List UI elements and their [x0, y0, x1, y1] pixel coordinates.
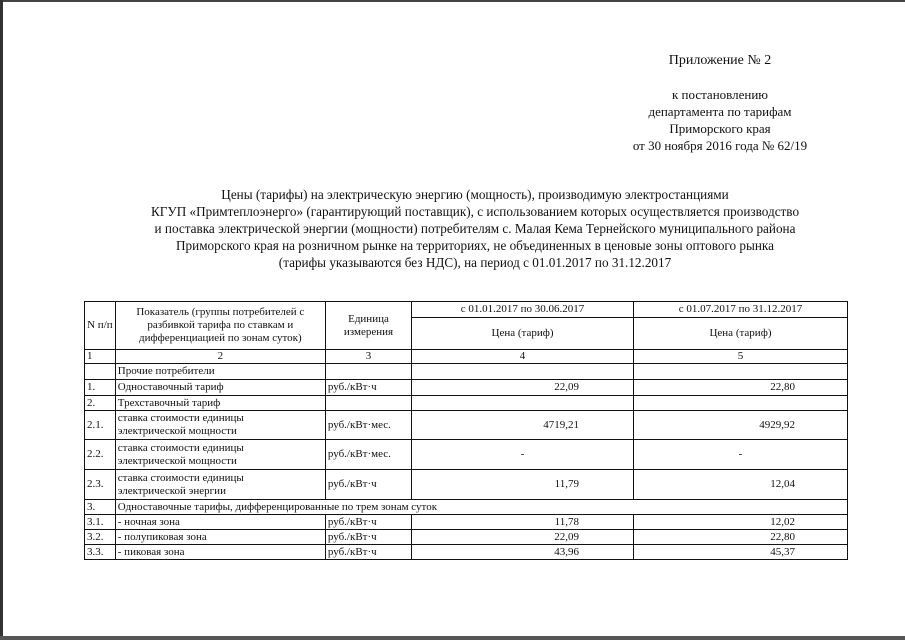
row-num: 2.2. — [85, 440, 116, 470]
row-unit: руб./кВт·ч — [325, 545, 411, 560]
appendix-title: Приложение № 2 — [668, 53, 772, 68]
colnum-cell: 1 — [85, 350, 116, 364]
row-value-1: 11,79 — [412, 470, 634, 500]
table-row — [85, 470, 848, 500]
row-value-1: 43,96 — [412, 545, 634, 560]
row-name: - полупиковая зона — [115, 530, 325, 545]
row-value-2: 12,02 — [633, 515, 847, 530]
row-num: 3.1. — [85, 515, 116, 530]
row-name-line: электрической мощности — [117, 454, 237, 467]
row-name-line: электрической мощности — [117, 425, 237, 437]
row-name: Одноставочный тариф — [115, 380, 325, 396]
row-unit: руб./кВт·ч — [325, 515, 411, 530]
row-name: - ночная зона — [115, 515, 325, 530]
row-value-1: 11,78 — [412, 515, 634, 530]
table-row — [85, 500, 848, 515]
title-line: и поставка электрической энергии (мощности) потребителям с. Малая Кема Тернейского муниципального района — [154, 221, 796, 236]
header-period-2: с 01.07.2017 по 31.12.2017 — [633, 302, 847, 318]
row-unit: руб./кВт·ч — [325, 530, 411, 545]
table-cell — [412, 364, 634, 380]
row-num: 3.2. — [85, 530, 116, 545]
table-row — [85, 411, 848, 440]
row-value-2: - — [633, 440, 847, 470]
row-value-2: 22,80 — [633, 380, 847, 396]
tariff-table — [84, 301, 848, 560]
row-value-1: 22,09 — [412, 530, 634, 545]
appendix-line: департамента по тарифам — [648, 104, 792, 119]
row-num: 2. — [85, 396, 116, 411]
appendix-line: от 30 ноября 2016 года № 62/19 — [632, 138, 808, 153]
title-line: КГУП «Примтеплоэнерго» (гарантирующий поставщик), с использованием которых осуществляется производство — [150, 204, 800, 219]
row-name-line: ставка стоимости единицы — [117, 412, 244, 424]
row-name: Трехставочный тариф — [115, 396, 325, 411]
row-value-2: 45,37 — [633, 545, 847, 560]
row-value-2: 22,80 — [633, 530, 847, 545]
scan-edge-top — [0, 0, 905, 2]
row-num: 2.3. — [85, 470, 116, 500]
section-label: Прочие потребители — [115, 364, 325, 380]
scan-edge-left — [0, 0, 3, 640]
table-cell — [325, 396, 411, 411]
row-value-1: - — [412, 440, 634, 470]
row-name-line: ставка стоимости единицы — [117, 471, 244, 484]
row-unit: руб./кВт·ч — [325, 470, 411, 500]
colnum-cell: 2 — [115, 350, 325, 364]
row-name — [115, 411, 325, 440]
row-name-line: электрической энергии — [117, 484, 226, 497]
title-line: Приморского края на розничном рынке на территориях, не объединенных в ценовые зоны оптового рынка — [176, 238, 774, 253]
row-value-1: 4719,21 — [412, 411, 634, 440]
row-unit: руб./кВт·мес. — [325, 411, 411, 440]
document-title — [90, 186, 860, 271]
table-cell — [325, 364, 411, 380]
table-row — [85, 396, 848, 411]
appendix-reference — [600, 86, 840, 154]
row-name: - пиковая зона — [115, 545, 325, 560]
table-row — [85, 530, 848, 545]
appendix-line: Приморского края — [669, 121, 771, 136]
row-name-line: ставка стоимости единицы — [117, 441, 244, 454]
row-num: 3.3. — [85, 545, 116, 560]
colnum-cell: 4 — [412, 350, 634, 364]
table-row — [85, 545, 848, 560]
scan-edge-bottom — [0, 636, 905, 640]
header-indicator: Показатель (группы потребителей с разбивкой тарифа по ставкам и дифференциацией по зонам суток) — [115, 302, 325, 350]
row-value-2: 4929,92 — [633, 411, 847, 440]
row-num: 2.1. — [85, 411, 116, 440]
table-row — [85, 515, 848, 530]
table-cell — [85, 364, 116, 380]
table-cell — [633, 396, 847, 411]
table-cell — [633, 364, 847, 380]
row-num: 1. — [85, 380, 116, 396]
title-line: (тарифы указываются без НДС), на период с 01.01.2017 по 31.12.2017 — [278, 255, 672, 270]
row-name — [115, 440, 325, 470]
table-row — [85, 440, 848, 470]
header-price-1: Цена (тариф) — [412, 318, 634, 350]
colnum-cell: 5 — [633, 350, 847, 364]
row-num: 3. — [85, 500, 116, 515]
header-num: N п/п — [85, 302, 116, 350]
row-name: Одноставочные тарифы, дифференцированные по трем зонам суток — [115, 500, 847, 515]
header-price-2: Цена (тариф) — [633, 318, 847, 350]
header-period-1: с 01.01.2017 по 30.06.2017 — [412, 302, 634, 318]
row-value-2: 12,04 — [633, 470, 847, 500]
row-value-1: 22,09 — [412, 380, 634, 396]
table-cell — [412, 396, 634, 411]
appendix-line: к постановлению — [671, 87, 769, 102]
header-unit: Единица измерения — [325, 302, 411, 350]
row-unit: руб./кВт·ч — [325, 380, 411, 396]
table-row — [85, 380, 848, 396]
colnum-cell: 3 — [325, 350, 411, 364]
title-line: Цены (тарифы) на электрическую энергию (мощность), производимую электростанциями — [221, 187, 729, 202]
row-name — [115, 470, 325, 500]
row-unit: руб./кВт·мес. — [325, 440, 411, 470]
